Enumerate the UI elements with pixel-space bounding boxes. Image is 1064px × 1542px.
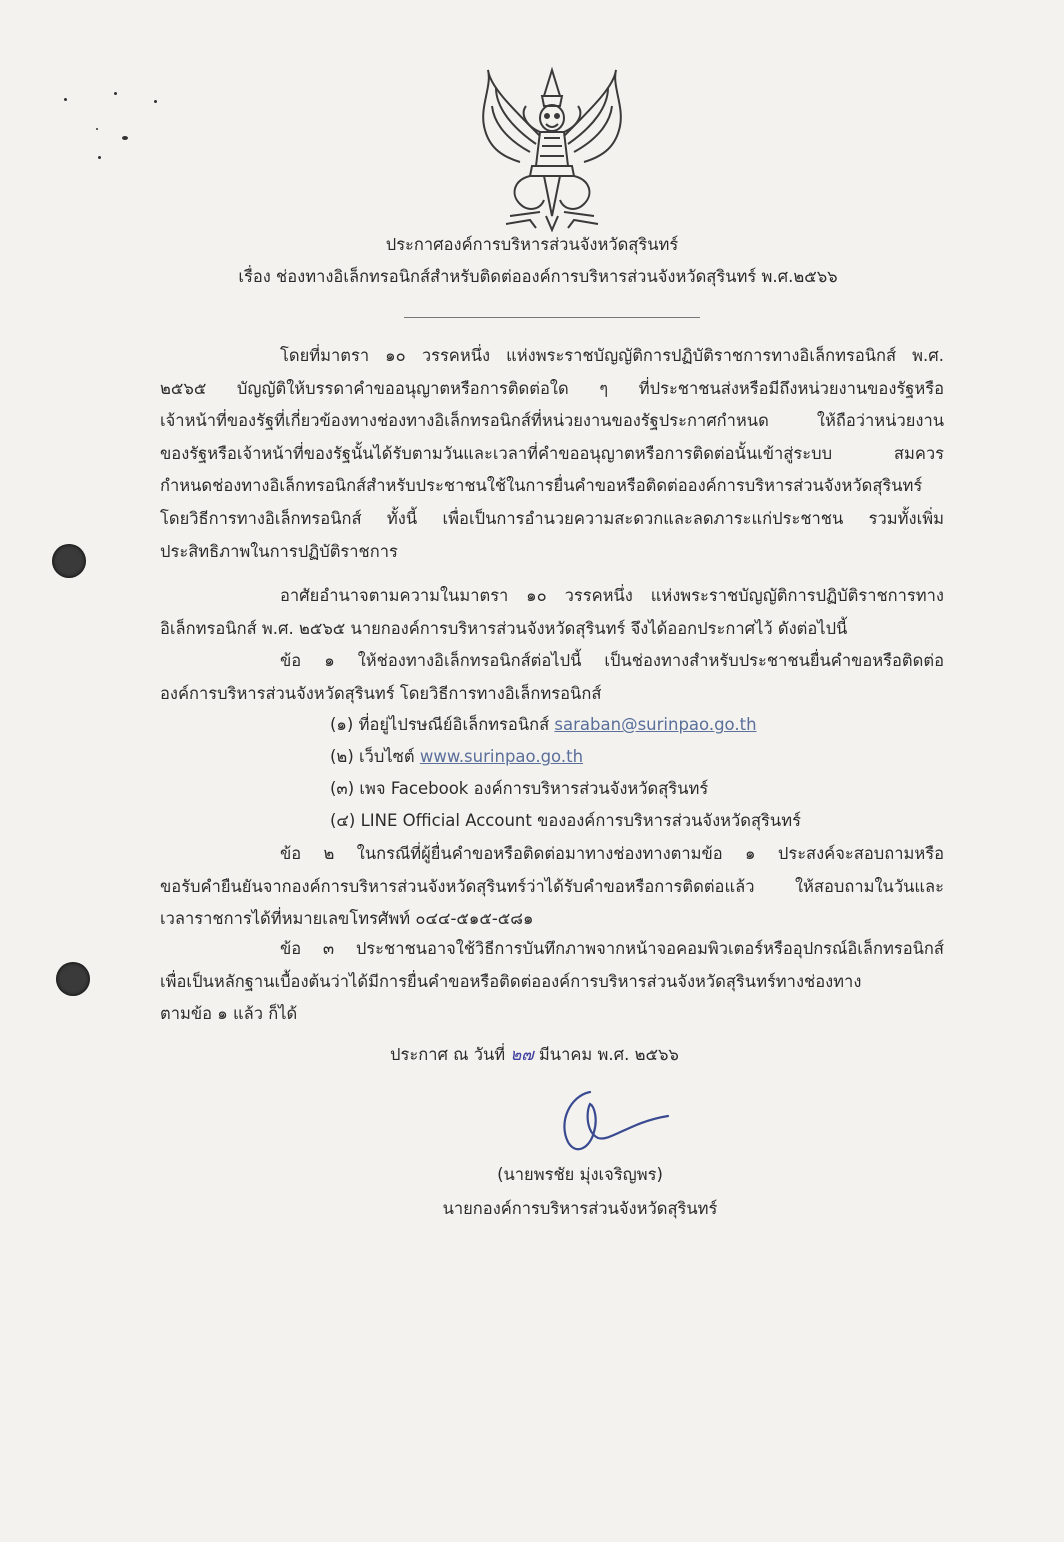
channel-email	[330, 712, 757, 738]
announcement-title: ประกาศองค์การบริหารส่วนจังหวัดสุรินทร์	[385, 235, 679, 254]
channel-label: (๒) เว็บไซต์	[330, 747, 420, 766]
website-link[interactable]: www.surinpao.go.th	[419, 747, 584, 766]
text-line: ประสิทธิภาพในการปฏิบัติราชการ	[160, 541, 398, 561]
preamble-paragraph	[160, 340, 944, 568]
text-line: โดยที่มาตรา ๑๐ วรรคหนึ่ง แห่งพระราชบัญญัติการปฏิบัติราชการทางอิเล็กทรอนิกส์ พ.ศ.	[280, 346, 944, 365]
text-line: เวลาราชการได้ที่หมายเลขโทรศัพท์ ๐๔๔-๕๑๕-๕๘๑	[160, 909, 534, 929]
speck-mark	[154, 100, 157, 103]
announcement-subject: เรื่อง ช่องทางอิเล็กทรอนิกส์สำหรับติดต่อองค์การบริหารส่วนจังหวัดสุรินทร์ พ.ศ.๒๕๖๖	[238, 267, 838, 286]
speck-mark	[98, 156, 101, 159]
text-line: อิเล็กทรอนิกส์ พ.ศ. ๒๕๖๕ นายกองค์การบริหารส่วนจังหวัดสุรินทร์ จึงได้ออกประกาศไว้ ดังต่อไปนี้	[160, 618, 848, 638]
clause-1	[160, 645, 944, 710]
signer-name: (นายพรชัย มุ่งเจริญพร)	[497, 1165, 663, 1184]
punch-hole	[52, 544, 86, 578]
authority-paragraph	[160, 580, 944, 645]
text-line: ขอรับคำยืนยันจากองค์การบริหารส่วนจังหวัดสุรินทร์ว่าได้รับคำขอหรือการติดต่อแล้ว ให้สอบถามในวันและ	[160, 876, 944, 896]
channel-line	[330, 808, 801, 834]
channel-website	[330, 744, 583, 770]
punch-hole	[56, 962, 90, 996]
speck-mark	[64, 98, 67, 101]
speck-mark	[122, 136, 128, 140]
text-line: เจ้าหน้าที่ของรัฐที่เกี่ยวข้องทางช่องทางอิเล็กทรอนิกส์ที่หน่วยงานของรัฐประกาศกำหนด ให้ถือว่าหน่วยงาน	[160, 411, 944, 431]
text-line: เพื่อเป็นหลักฐานเบื้องต้นว่าได้มีการยื่นคำขอหรือติดต่อองค์การบริหารส่วนจังหวัดสุรินทร์ทางช่องทาง	[160, 971, 862, 991]
clause-3	[160, 933, 944, 1031]
garuda-emblem-icon	[470, 66, 634, 232]
text-line: กำหนดช่องทางอิเล็กทรอนิกส์สำหรับประชาชนใช้ในการยื่นคำขอหรือติดต่อองค์การบริหารส่วนจังหวัดสุรินทร์	[160, 476, 923, 496]
text-line: องค์การบริหารส่วนจังหวัดสุรินทร์ โดยวิธีการทางอิเล็กทรอนิกส์	[160, 683, 602, 703]
text-line: โดยวิธีการทางอิเล็กทรอนิกส์ ทั้งนี้ เพื่อเป็นการอำนวยความสะดวกและลดภาระแก่ประชาชน รวมทั้งเพิ่ม	[160, 508, 944, 528]
channel-label: (๔) LINE Official Account ขององค์การบริหารส่วนจังหวัดสุรินทร์	[330, 811, 801, 830]
announcement-date	[390, 1042, 679, 1068]
date-prefix: ประกาศ ณ วันที่	[390, 1045, 511, 1064]
email-link[interactable]: saraban@surinpao.go.th	[554, 715, 757, 734]
text-line: ๒๕๖๕ บัญญัติให้บรรดาคำขออนุญาตหรือการติดต่อใด ๆ ที่ประชาชนส่งหรือมีถึงหน่วยงานของรัฐหรือ	[160, 378, 944, 398]
text-line: ข้อ ๑ ให้ช่องทางอิเล็กทรอนิกส์ต่อไปนี้ เป็นช่องทางสำหรับประชาชนยื่นคำขอหรือติดต่อ	[280, 651, 944, 670]
channel-facebook	[330, 776, 708, 802]
clause-2	[160, 838, 944, 936]
speck-mark	[114, 92, 117, 95]
signature-mark	[550, 1082, 680, 1162]
text-line: ข้อ ๒ ในกรณีที่ผู้ยื่นคำขอหรือติดต่อมาทางช่องทางตามข้อ ๑ ประสงค์จะสอบถามหรือ	[280, 844, 944, 863]
signer-position: นายกองค์การบริหารส่วนจังหวัดสุรินทร์	[442, 1199, 718, 1218]
title-divider	[404, 317, 700, 318]
text-line: ของรัฐหรือเจ้าหน้าที่ของรัฐนั้นได้รับตามวันและเวลาที่คำขออนุญาตหรือการติดต่อนั้นเข้าสู่ระบบ สมควร	[160, 443, 944, 463]
handwritten-day: ๒๗	[510, 1045, 534, 1064]
text-line: ข้อ ๓ ประชาชนอาจใช้วิธีการบันทึกภาพจากหน้าจอคอมพิวเตอร์หรืออุปกรณ์อิเล็กทรอนิกส์	[280, 939, 944, 958]
speck-mark	[96, 128, 98, 130]
channel-label: (๓) เพจ Facebook องค์การบริหารส่วนจังหวัดสุรินทร์	[330, 779, 709, 798]
date-suffix: มีนาคม พ.ศ. ๒๕๖๖	[533, 1045, 679, 1064]
text-line: อาศัยอำนาจตามความในมาตรา ๑๐ วรรคหนึ่ง แห่งพระราชบัญญัติการปฏิบัติราชการทาง	[280, 586, 944, 605]
text-line: ตามข้อ ๑ แล้ว ก็ได้	[160, 1004, 298, 1024]
channel-label: (๑) ที่อยู่ไปรษณีย์อิเล็กทรอนิกส์	[330, 715, 555, 734]
